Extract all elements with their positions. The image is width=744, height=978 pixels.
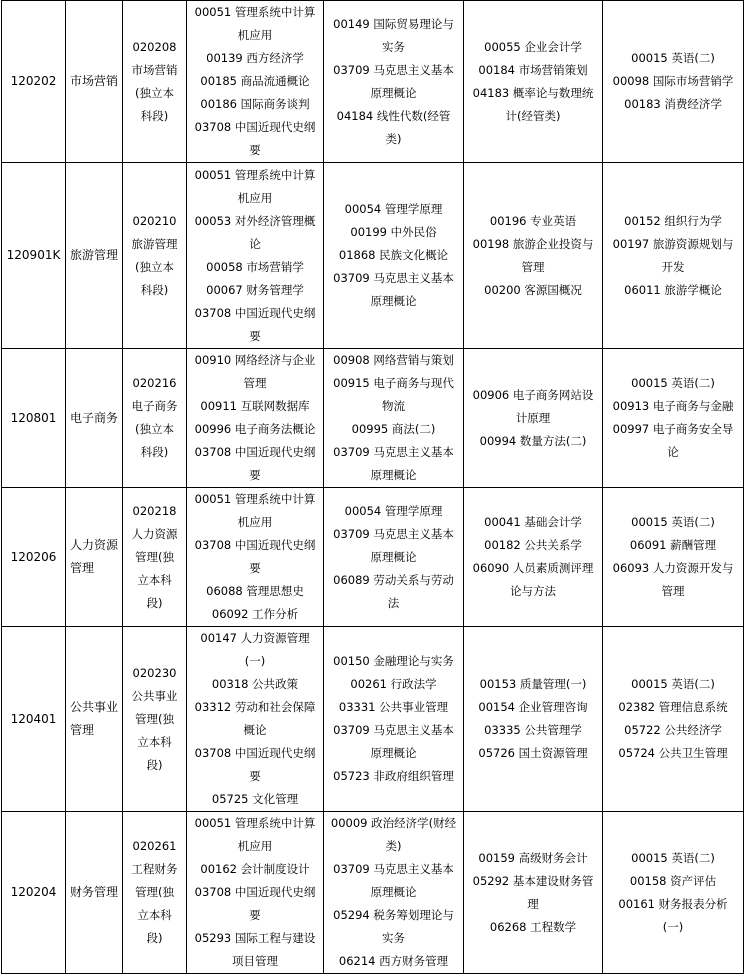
cell-line: 科段) bbox=[140, 445, 169, 459]
cell-line: (独立本 bbox=[135, 259, 174, 274]
cell-line: 00153 质量管理(一) bbox=[479, 677, 587, 691]
cell-line: 00098 国际市场营销学 bbox=[612, 74, 734, 88]
cell-line: 05726 国土资源管理 bbox=[478, 746, 588, 760]
cell-line: 03708 中国近现代史纲 bbox=[194, 120, 316, 134]
cell-line: 00053 对外经济管理概 bbox=[194, 213, 316, 228]
cell-line: 论 bbox=[667, 445, 679, 459]
cell-line: 00051 管理系统中计算 bbox=[194, 167, 316, 182]
course-group-1-cell bbox=[187, 1, 324, 163]
cell-line: 00015 英语(二) bbox=[631, 376, 715, 390]
cell-line: 03709 马克思主义基本 bbox=[333, 445, 454, 459]
cell-line: 旅游管理 bbox=[131, 236, 178, 251]
cell-line: 要 bbox=[249, 561, 261, 575]
table-row bbox=[2, 349, 744, 488]
base-major-cell bbox=[123, 812, 187, 974]
cell-line: 05293 国际工程与建设 bbox=[194, 931, 316, 945]
course-group-3-cell bbox=[464, 488, 603, 627]
cell-line: 原理概论 bbox=[370, 746, 417, 760]
cell-line: 理 bbox=[527, 896, 539, 911]
cell-line: 06091 薪酬管理 bbox=[629, 538, 717, 552]
cell-line: 要 bbox=[249, 908, 261, 922]
course-group-2-cell bbox=[324, 349, 464, 488]
table-row bbox=[2, 488, 744, 627]
cell-line: 公共事业 bbox=[131, 688, 178, 703]
cell-line: 00996 电子商务法概论 bbox=[194, 422, 316, 436]
major-name-cell: 财务管理 bbox=[66, 812, 123, 974]
cell-line: 05723 非政府组织管理 bbox=[333, 769, 454, 783]
cell-line: 00149 国际贸易理论与 bbox=[333, 16, 454, 31]
cell-line: 立本科 bbox=[137, 572, 172, 587]
cell-line: 02382 管理信息系统 bbox=[618, 700, 728, 714]
course-group-2-cell bbox=[324, 163, 464, 349]
course-group-3-cell bbox=[464, 163, 603, 349]
cell-line: 00015 英语(二) bbox=[631, 677, 715, 691]
cell-line: 00139 西方经济学 bbox=[206, 51, 304, 65]
cell-line: 要 bbox=[249, 143, 261, 157]
major-code-cell: 120206 bbox=[2, 488, 66, 627]
cell-line: 00196 专业英语 bbox=[489, 213, 577, 228]
cell-line: 04183 概率论与数理统 bbox=[472, 85, 594, 100]
cell-line: 00161 财务报表分析 bbox=[618, 896, 728, 911]
cell-line: 类) bbox=[385, 131, 402, 146]
cell-line: 00997 电子商务安全导 bbox=[612, 422, 734, 436]
table-row bbox=[2, 163, 744, 349]
course-group-1-cell bbox=[187, 349, 324, 488]
cell-line: 04184 线性代数(经管 bbox=[336, 108, 451, 123]
cell-line: 03709 马克思主义基本 bbox=[333, 723, 454, 737]
cell-line: 管理(独 bbox=[135, 711, 174, 726]
cell-line: 00182 公共关系学 bbox=[484, 538, 582, 552]
cell-line: 00058 市场营销学 bbox=[206, 259, 304, 274]
course-group-3-cell bbox=[464, 627, 603, 812]
cell-line: 020216 bbox=[132, 376, 177, 390]
cell-line: 00009 政治经济学(财经 bbox=[330, 816, 457, 830]
cell-line: 03709 马克思主义基本 bbox=[333, 271, 454, 285]
cell-line: 00915 电子商务与现代 bbox=[333, 376, 454, 390]
base-major-cell bbox=[123, 1, 187, 163]
cell-line: 论与方法 bbox=[510, 584, 556, 598]
cell-line: 原理概论 bbox=[370, 468, 417, 482]
cell-line: 00051 管理系统中计算 bbox=[194, 5, 316, 19]
cell-line: 00318 公共政策 bbox=[211, 677, 299, 691]
cell-line: 原理概论 bbox=[370, 85, 417, 100]
cell-line: 03708 中国近现代史纲 bbox=[194, 746, 316, 760]
cell-line: 06011 旅游学概论 bbox=[624, 282, 722, 297]
cell-line: 法 bbox=[387, 595, 400, 610]
cell-line: 03709 马克思主义基本 bbox=[333, 526, 454, 541]
cell-line: 要 bbox=[249, 769, 261, 783]
cell-line: 管理 bbox=[521, 259, 545, 274]
cell-line: 06089 劳动关系与劳动 bbox=[333, 572, 454, 587]
course-group-1-cell bbox=[187, 163, 324, 349]
cell-line: 人力资源 bbox=[131, 526, 178, 541]
course-group-2-cell bbox=[324, 627, 464, 812]
course-table-body bbox=[2, 1, 744, 974]
cell-line: 00147 人力资源管理 bbox=[200, 631, 310, 645]
cell-line: 管理(独 bbox=[135, 549, 174, 564]
cell-line: 020208 bbox=[132, 39, 177, 54]
cell-line: 机应用 bbox=[237, 190, 273, 205]
course-group-4-cell bbox=[603, 349, 744, 488]
cell-line: 00159 高级财务会计 bbox=[478, 850, 588, 865]
base-major-cell bbox=[123, 349, 187, 488]
course-group-4-cell bbox=[603, 627, 744, 812]
cell-line: 项目管理 bbox=[232, 954, 278, 968]
course-group-1-cell bbox=[187, 627, 324, 812]
course-group-1-cell bbox=[187, 812, 324, 974]
cell-line: 段) bbox=[146, 931, 163, 945]
cell-line: 00906 电子商务网站设 bbox=[472, 387, 594, 402]
cell-line: 05722 公共经济学 bbox=[624, 723, 722, 737]
cell-line: 00198 旅游企业投资与 bbox=[472, 236, 594, 251]
cell-line: 020261 bbox=[132, 839, 177, 853]
cell-line: 06093 人力资源开发与 bbox=[612, 561, 734, 575]
cell-line: 03709 马克思主义基本 bbox=[333, 862, 454, 876]
cell-line: 06090 人员素质测评理 bbox=[472, 561, 594, 575]
base-major-cell bbox=[123, 627, 187, 812]
cell-line: 00051 管理系统中计算 bbox=[194, 492, 316, 506]
cell-line: 00158 资产评估 bbox=[629, 873, 717, 888]
cell-line: 03335 公共管理学 bbox=[484, 723, 582, 737]
cell-line: (一) bbox=[244, 654, 266, 668]
cell-line: 立本科 bbox=[137, 908, 172, 922]
cell-line: 00199 中外民俗 bbox=[350, 225, 437, 239]
cell-line: 03708 中国近现代史纲 bbox=[194, 445, 316, 459]
cell-line: 计原理 bbox=[515, 410, 551, 425]
cell-line: 00015 英语(二) bbox=[631, 51, 715, 65]
cell-line: 论 bbox=[249, 236, 261, 251]
major-code-cell: 120401 bbox=[2, 627, 66, 812]
cell-line: 工程财务 bbox=[131, 862, 178, 876]
major-name-cell: 公共事业管理 bbox=[66, 627, 123, 812]
cell-line: 020218 bbox=[132, 503, 177, 518]
cell-line: 00015 英语(二) bbox=[631, 515, 715, 529]
cell-line: 00150 金融理论与实务 bbox=[333, 654, 454, 668]
cell-line: 00908 网络营销与策划 bbox=[333, 353, 454, 367]
table-row bbox=[2, 627, 744, 812]
cell-line: 要 bbox=[249, 468, 261, 482]
cell-line: 00994 数量方法(二) bbox=[479, 433, 587, 448]
cell-line: 管理(独 bbox=[135, 885, 174, 899]
cell-line: 机应用 bbox=[237, 28, 273, 42]
cell-line: 01868 民族文化概论 bbox=[338, 248, 449, 262]
cell-line: 03331 公共事业管理 bbox=[338, 700, 449, 714]
cell-line: 立本科 bbox=[137, 734, 172, 749]
cell-line: 00261 行政法学 bbox=[350, 677, 437, 691]
cell-line: 00200 客源国概况 bbox=[484, 282, 582, 297]
major-code-cell: 120901K bbox=[2, 163, 66, 349]
cell-line: 00995 商法(二) bbox=[351, 422, 436, 436]
cell-line: 科段) bbox=[140, 282, 169, 297]
base-major-cell bbox=[123, 488, 187, 627]
cell-line: 06092 工作分析 bbox=[211, 607, 299, 621]
course-group-3-cell bbox=[464, 812, 603, 974]
cell-line: 管理 bbox=[661, 584, 685, 598]
cell-line: 段) bbox=[146, 757, 163, 772]
major-name-cell: 电子商务 bbox=[66, 349, 123, 488]
course-table bbox=[1, 0, 744, 974]
major-name-cell: 旅游管理 bbox=[66, 163, 123, 349]
cell-line: 实务 bbox=[382, 39, 405, 54]
cell-line: 开发 bbox=[661, 259, 685, 274]
course-group-3-cell bbox=[464, 1, 603, 163]
course-group-1-cell bbox=[187, 488, 324, 627]
cell-line: 管理 bbox=[243, 376, 267, 390]
cell-line: 计(经管类) bbox=[505, 108, 561, 123]
cell-line: 类) bbox=[385, 839, 402, 853]
major-name-cell: 人力资源管理 bbox=[66, 488, 123, 627]
course-group-4-cell bbox=[603, 812, 744, 974]
cell-line: 00911 互联网数据库 bbox=[200, 399, 310, 413]
course-group-4-cell bbox=[603, 163, 744, 349]
cell-line: 00186 国际商务谈判 bbox=[200, 97, 310, 111]
course-group-2-cell bbox=[324, 1, 464, 163]
cell-line: 原理概论 bbox=[370, 294, 417, 308]
cell-line: 03312 劳动和社会保障 bbox=[194, 700, 316, 714]
cell-line: 020230 bbox=[132, 665, 177, 680]
cell-line: 机应用 bbox=[237, 515, 273, 529]
cell-line: 06088 管理思想史 bbox=[206, 584, 304, 598]
cell-line: 原理概论 bbox=[370, 549, 417, 564]
course-group-2-cell bbox=[324, 488, 464, 627]
cell-line: 00055 企业会计学 bbox=[484, 39, 582, 54]
cell-line: 05294 税务筹划理论与 bbox=[333, 908, 454, 922]
cell-line: 03709 马克思主义基本 bbox=[333, 62, 454, 77]
cell-line: 00015 英语(二) bbox=[631, 850, 715, 865]
cell-line: 00184 市场营销策划 bbox=[478, 62, 588, 77]
cell-line: 要 bbox=[249, 328, 261, 343]
cell-line: 00067 财务管理学 bbox=[206, 282, 304, 297]
cell-line: 电子商务 bbox=[131, 399, 178, 413]
cell-line: (一) bbox=[662, 919, 684, 934]
cell-line: (独立本 bbox=[135, 85, 174, 100]
cell-line: 05292 基本建设财务管 bbox=[472, 873, 594, 888]
cell-line: 00152 组织行为学 bbox=[624, 213, 722, 228]
cell-line: 机应用 bbox=[237, 839, 273, 853]
cell-line: 03708 中国近现代史纲 bbox=[194, 885, 316, 899]
cell-line: (独立本 bbox=[135, 422, 174, 436]
base-major-cell bbox=[123, 163, 187, 349]
cell-line: 03708 中国近现代史纲 bbox=[194, 305, 316, 320]
cell-line: 概论 bbox=[243, 723, 267, 737]
cell-line: 市场营销 bbox=[131, 62, 178, 77]
major-name-cell: 市场营销 bbox=[66, 1, 123, 163]
cell-line: 科段) bbox=[140, 108, 169, 123]
cell-line: 00185 商品流通概论 bbox=[200, 74, 310, 88]
cell-line: 00041 基础会计学 bbox=[484, 515, 582, 529]
cell-line: 00054 管理学原理 bbox=[344, 503, 443, 518]
major-code-cell: 120202 bbox=[2, 1, 66, 163]
cell-line: 05724 公共卫生管理 bbox=[618, 746, 728, 760]
cell-line: 00197 旅游资源规划与 bbox=[612, 236, 734, 251]
cell-line: 物流 bbox=[382, 399, 405, 413]
course-group-3-cell bbox=[464, 349, 603, 488]
cell-line: 实务 bbox=[382, 931, 405, 945]
cell-line: 020210 bbox=[132, 213, 177, 228]
table-row bbox=[2, 1, 744, 163]
table-row bbox=[2, 812, 744, 974]
cell-line: 原理概论 bbox=[370, 885, 417, 899]
cell-line: 00913 电子商务与金融 bbox=[612, 399, 734, 413]
cell-line: 00183 消费经济学 bbox=[624, 97, 722, 111]
course-group-4-cell bbox=[603, 1, 744, 163]
cell-line: 03708 中国近现代史纲 bbox=[194, 538, 316, 552]
cell-line: 00054 管理学原理 bbox=[344, 202, 443, 216]
major-code-cell: 120801 bbox=[2, 349, 66, 488]
course-group-2-cell bbox=[324, 812, 464, 974]
cell-line: 00162 会计制度设计 bbox=[200, 862, 310, 876]
cell-line: 00910 网络经济与企业 bbox=[194, 353, 316, 367]
cell-line: 06268 工程数学 bbox=[489, 919, 577, 934]
cell-line: 00154 企业管理咨询 bbox=[478, 700, 588, 714]
cell-line: 05725 文化管理 bbox=[211, 792, 299, 806]
course-group-4-cell bbox=[603, 488, 744, 627]
cell-line: 06214 西方财务管理 bbox=[338, 954, 449, 968]
cell-line: 段) bbox=[146, 595, 163, 610]
major-code-cell: 120204 bbox=[2, 812, 66, 974]
cell-line: 00051 管理系统中计算 bbox=[194, 816, 316, 830]
